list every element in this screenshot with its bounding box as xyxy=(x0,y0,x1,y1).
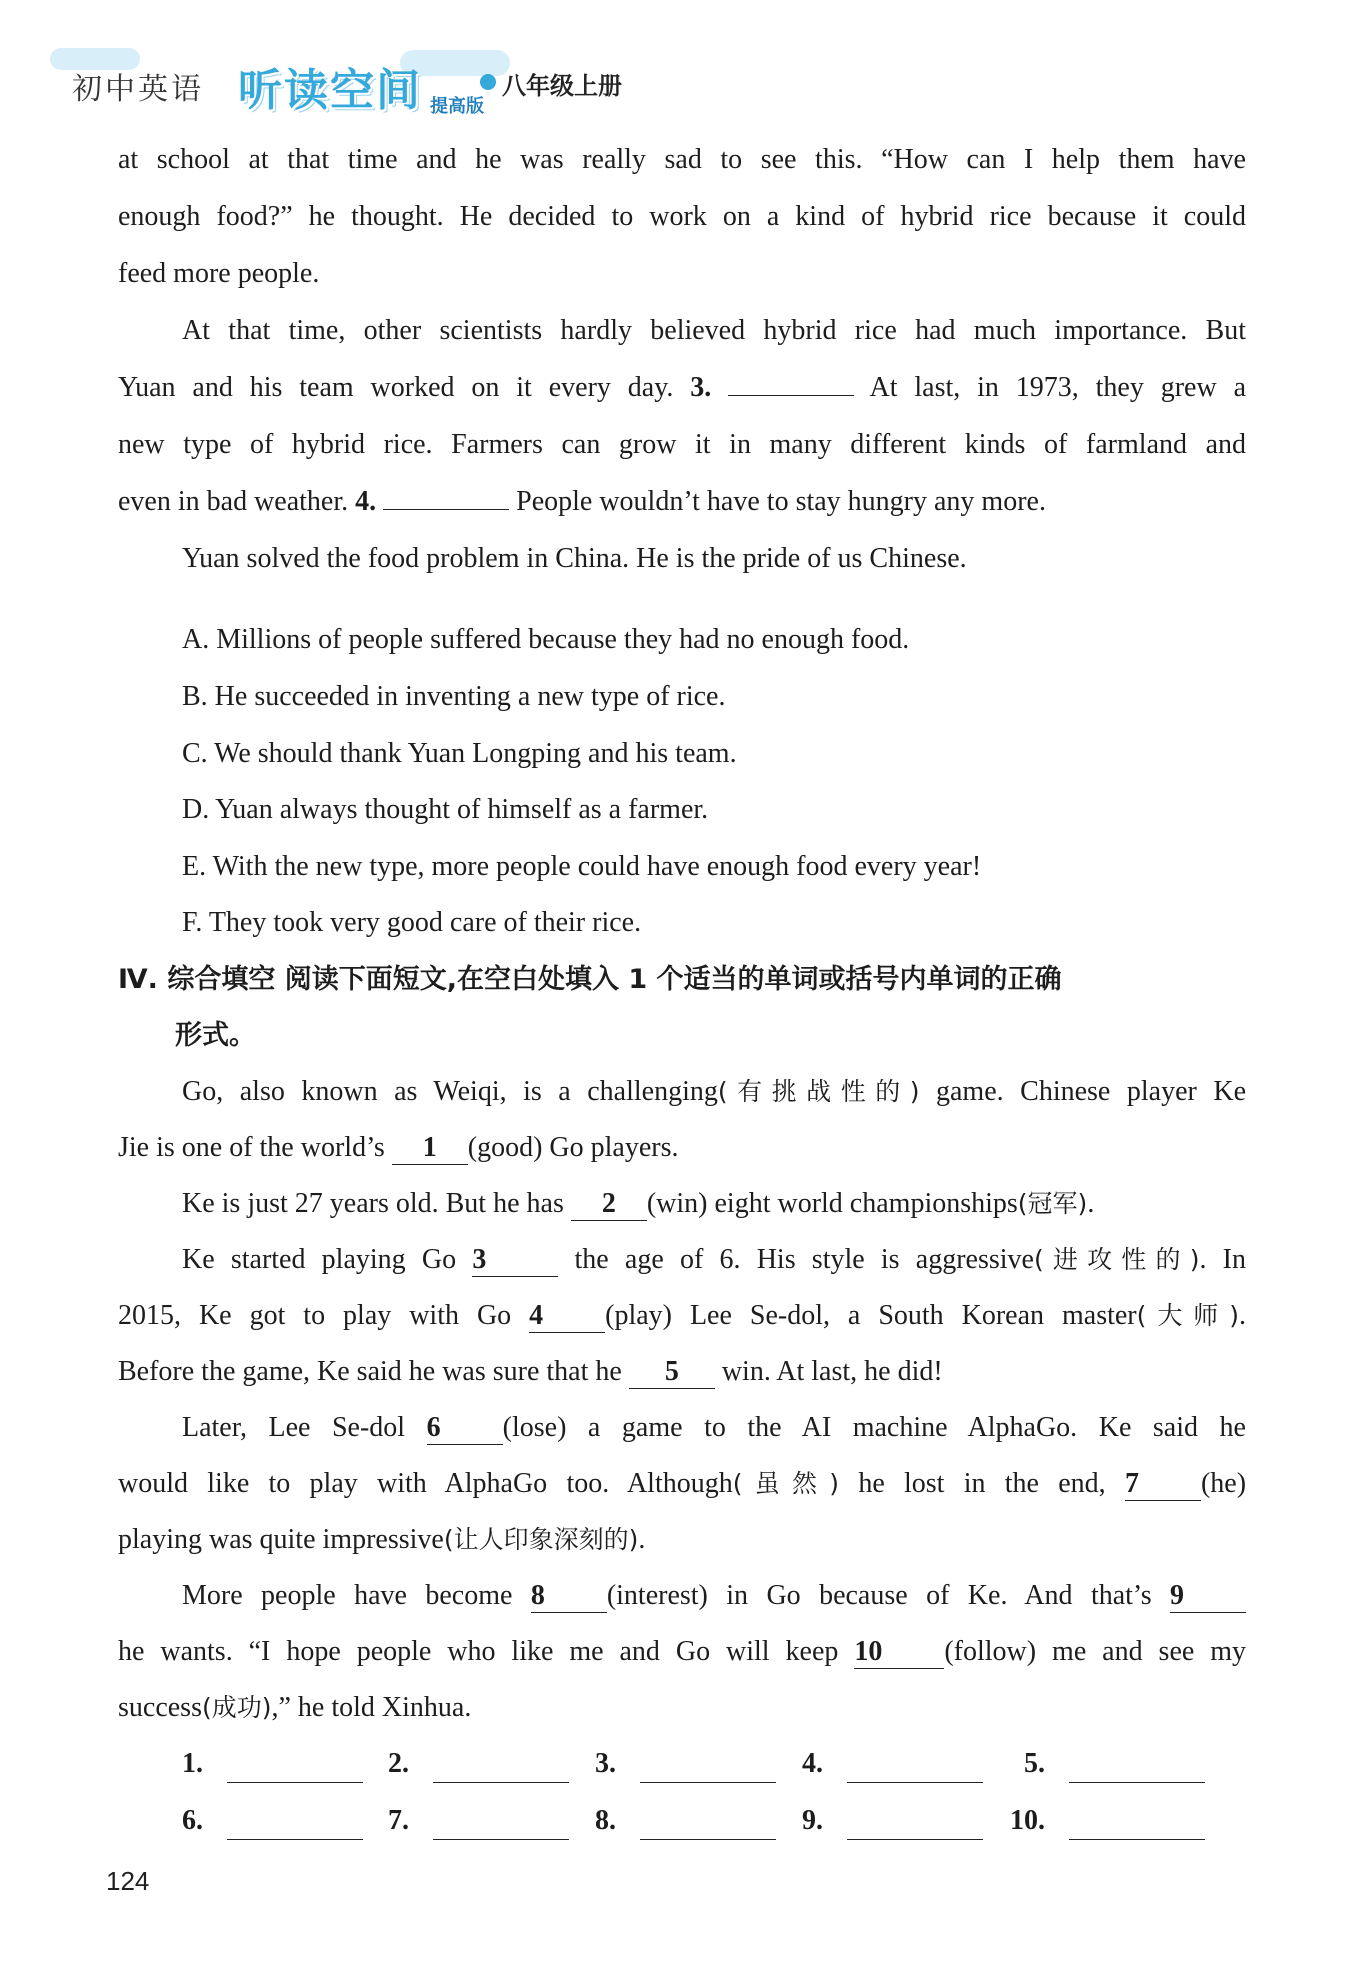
passage-line: Jie is one of the world’s 1 (good) Go players. xyxy=(118,1132,679,1163)
header-brand-logo: 听读空间 xyxy=(238,65,422,116)
answer-row-2 xyxy=(182,1805,1206,1849)
passage-line: even in bad weather. 4. People wouldn’t have to stay hungry any more. xyxy=(118,486,1046,517)
option-e: E. With the new type, more people could have enough food every year! xyxy=(182,851,982,882)
passage-line: feed more people. xyxy=(118,258,320,289)
option-a: A. Millions of people suffered because they had no enough food. xyxy=(182,624,910,655)
blank-3[interactable]: 3 xyxy=(472,1244,558,1277)
option-c: C. We should thank Yuan Longping and his team. xyxy=(182,738,737,769)
answer-label-4: 4. xyxy=(802,1748,823,1779)
answer-field-2[interactable] xyxy=(433,1782,569,1783)
passage-line: enough food?” he thought. He decided to work on a kind of hybrid rice because it could xyxy=(118,201,1246,232)
answer-label-10: 10. xyxy=(1010,1805,1045,1836)
section-title: Ⅳ. 综合填空 阅读下面短文,在空白处填入 1 个适当的单词或括号内单词的正确 xyxy=(118,964,1062,995)
passage-line: he wants. “I hope people who like me and Go will keep 10 (follow) me and see my xyxy=(118,1636,1247,1667)
answer-label-9: 9. xyxy=(802,1805,823,1836)
answer-field-5[interactable] xyxy=(1069,1782,1205,1783)
answer-field-6[interactable] xyxy=(227,1839,363,1840)
answer-label-5: 5. xyxy=(1024,1748,1045,1779)
answer-field-10[interactable] xyxy=(1069,1839,1205,1840)
answer-label-2: 2. xyxy=(388,1748,409,1779)
answer-field-7[interactable] xyxy=(433,1839,569,1840)
passage-line: More people have become 8 (interest) in Go because of Ke. And that’s 9 xyxy=(182,1576,1246,1616)
blank-9[interactable]: 9 xyxy=(1170,1580,1246,1613)
passage-line: Before the game, Ke said he was sure that he 5 win. At last, he did! xyxy=(118,1356,943,1387)
passage-line: Yuan solved the food problem in China. He is the pride of us Chinese. xyxy=(182,543,967,574)
option-d: D. Yuan always thought of himself as a farmer. xyxy=(182,794,709,825)
passage-line: playing was quite impressive(让人印象深刻的). xyxy=(118,1524,646,1555)
passage-line: Go, also known as Weiqi, is a challenging(有挑战性的) game. Chinese player Ke xyxy=(182,1076,1246,1107)
answer-field-1[interactable] xyxy=(227,1782,363,1783)
blank-10[interactable]: 10 xyxy=(854,1636,944,1669)
passage-line: Yuan and his team worked on it every day. 3. At last, in 1973, they grew a xyxy=(118,372,1246,403)
passage-line: would like to play with AlphaGo too. Although(虽然) he lost in the end, 7 (he) xyxy=(118,1468,1247,1499)
header-dot-icon xyxy=(480,74,496,90)
passage-line: Ke is just 27 years old. But he has 2 (win) eight world championships(冠军). xyxy=(182,1188,1095,1219)
passage-line: Later, Lee Se-dol 6 (lose) a game to the AI machine AlphaGo. Ke said he xyxy=(182,1412,1246,1443)
blank-7[interactable]: 7 xyxy=(1125,1468,1201,1501)
page-number: 124 xyxy=(106,1866,150,1896)
passage-line: at school at that time and he was really sad to see this. “How can I help them have xyxy=(118,144,1246,175)
blank-4[interactable] xyxy=(383,509,509,510)
option-b: B. He succeeded in inventing a new type of rice. xyxy=(182,681,726,712)
book-header xyxy=(70,44,690,124)
blank-6[interactable]: 6 xyxy=(427,1412,503,1445)
passage-line: Ke started playing Go 3 the age of 6. His style is aggressive(进攻性的). In xyxy=(182,1244,1246,1275)
header-subject: 初中英语 xyxy=(72,72,204,107)
option-f: F. They took very good care of their rice. xyxy=(182,907,642,938)
answer-row-1 xyxy=(182,1748,1206,1792)
passage-line: 2015, Ke got to play with Go 4 (play) Lee Se-dol, a South Korean master(大师). xyxy=(118,1300,1247,1331)
blank-4[interactable]: 4 xyxy=(529,1300,605,1333)
answer-label-1: 1. xyxy=(182,1748,203,1779)
answer-field-8[interactable] xyxy=(640,1839,776,1840)
section-title-cont: 形式。 xyxy=(175,1020,256,1051)
blank-2[interactable]: 2 xyxy=(571,1188,647,1221)
answer-field-3[interactable] xyxy=(640,1782,776,1783)
header-grade: 八年级上册 xyxy=(502,72,622,100)
answer-label-6: 6. xyxy=(182,1805,203,1836)
header-edition: 提高版 xyxy=(430,96,484,117)
passage-line: new type of hybrid rice. Farmers can grow it in many different kinds of farmland and xyxy=(118,429,1246,460)
passage-line: success(成功),” he told Xinhua. xyxy=(118,1692,472,1723)
blank-5[interactable]: 5 xyxy=(629,1356,715,1389)
blank-8[interactable]: 8 xyxy=(531,1580,607,1613)
blank-3[interactable] xyxy=(728,395,854,396)
passage-line: At that time, other scientists hardly believed hybrid rice had much importance. But xyxy=(182,315,1246,346)
answer-label-7: 7. xyxy=(388,1805,409,1836)
answer-label-3: 3. xyxy=(595,1748,616,1779)
answer-label-8: 8. xyxy=(595,1805,616,1836)
answer-field-9[interactable] xyxy=(847,1839,983,1840)
blank-1[interactable]: 1 xyxy=(392,1132,468,1165)
answer-field-4[interactable] xyxy=(847,1782,983,1783)
